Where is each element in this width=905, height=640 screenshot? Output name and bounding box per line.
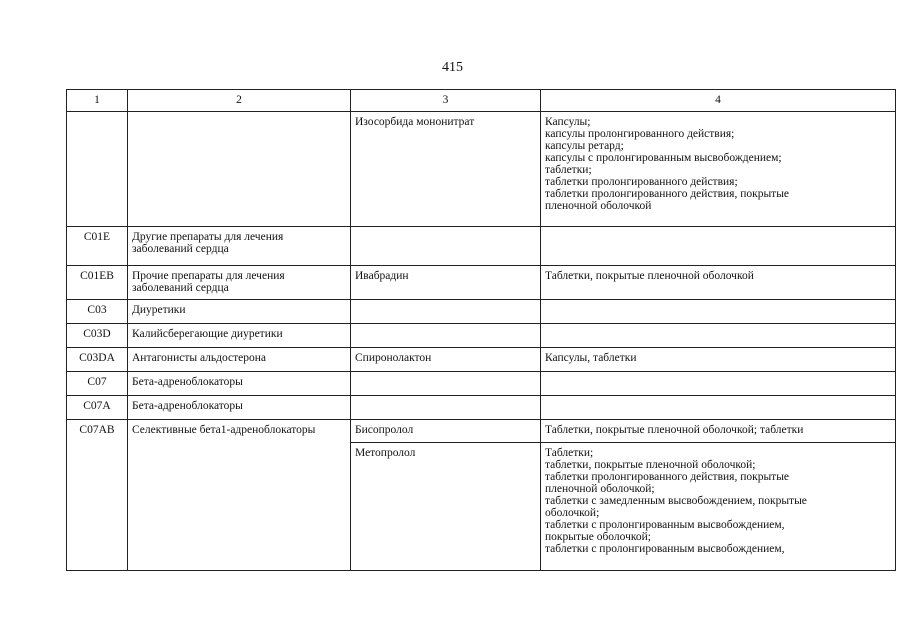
dosage-form-line: таблетки с пролонгированным высвобождением, (545, 519, 785, 531)
inn-cell (351, 227, 541, 266)
table-row (67, 227, 896, 266)
dosage-form-line: таблетки с замедленным высвобождением, покрытые (545, 495, 807, 507)
dosage-form-line: таблетки; (545, 164, 592, 176)
dosage-form-line: Капсулы, таблетки (545, 352, 637, 364)
inn-cell: Бисопролол (351, 420, 541, 443)
dosage-form-line: Таблетки, покрытые пленочной оболочкой; таблетки (545, 424, 804, 436)
dosage-form-line: капсулы с пролонгированным высвобождением; (545, 152, 782, 164)
atc-code-cell: C03 (67, 300, 128, 324)
atc-code-cell: C01EB (67, 266, 128, 300)
dosage-form-line: пленочной оболочкой (545, 200, 652, 212)
inn-cell (351, 372, 541, 396)
header-row (67, 90, 896, 112)
dosage-form-line: таблетки с пролонгированным высвобождением, (545, 543, 785, 555)
group-name-cell: Другие препараты для лечения заболеваний сердца (128, 227, 351, 266)
dosage-form-line: Капсулы; (545, 116, 591, 128)
inn-cell: Спиронолактон (351, 348, 541, 372)
dosage-forms-cell (541, 372, 896, 396)
dosage-forms-cell (541, 300, 896, 324)
atc-code-cell: C01E (67, 227, 128, 266)
column-header-4: 4 (541, 90, 896, 112)
group-name-cell (128, 112, 351, 227)
dosage-forms-cell (541, 420, 896, 443)
page-number: 415 (442, 60, 463, 75)
atc-code-cell: C03DA (67, 348, 128, 372)
table-row (67, 300, 896, 324)
group-name-cell: Бета-адреноблокаторы (128, 372, 351, 396)
dosage-forms-cell (541, 227, 896, 266)
dosage-forms-cell (541, 443, 896, 571)
dosage-forms-cell (541, 112, 896, 227)
inn-cell (351, 324, 541, 348)
inn-cell: Ивабрадин (351, 266, 541, 300)
dosage-form-line: оболочкой; (545, 507, 600, 519)
column-header-2: 2 (128, 90, 351, 112)
inn-cell (351, 300, 541, 324)
inn-cell (351, 396, 541, 420)
drug-table (66, 89, 896, 571)
table-row (67, 324, 896, 348)
group-name-cell: Антагонисты альдостерона (128, 348, 351, 372)
table-row (67, 372, 896, 396)
table-row (67, 112, 896, 227)
group-name-cell: Селективные бета1-адреноблокаторы (128, 420, 351, 571)
dosage-form-line: пленочной оболочкой; (545, 483, 655, 495)
dosage-form-line: капсулы пролонгированного действия; (545, 128, 735, 140)
group-name-cell: Калийсберегающие диуретики (128, 324, 351, 348)
atc-code-cell (67, 112, 128, 227)
dosage-form-line: покрытые оболочкой; (545, 531, 651, 543)
dosage-forms-cell (541, 324, 896, 348)
group-name-cell: Прочие препараты для лечения заболеваний сердца (128, 266, 351, 300)
inn-cell: Метопролол (351, 443, 541, 571)
column-header-1: 1 (67, 90, 128, 112)
dosage-forms-cell (541, 396, 896, 420)
group-name-cell: Диуретики (128, 300, 351, 324)
dosage-form-line: таблетки пролонгированного действия, покрытые (545, 188, 790, 200)
atc-code-cell: C07A (67, 396, 128, 420)
table-row (67, 396, 896, 420)
table-row (67, 420, 896, 443)
dosage-form-line: таблетки, покрытые пленочной оболочкой; (545, 459, 756, 471)
dosage-form-line: таблетки пролонгированного действия, покрытые (545, 471, 790, 483)
dosage-form-line: капсулы ретард; (545, 140, 624, 152)
atc-code-cell: C03D (67, 324, 128, 348)
table-row (67, 266, 896, 300)
column-header-3: 3 (351, 90, 541, 112)
group-name-cell: Бета-адреноблокаторы (128, 396, 351, 420)
dosage-form-line: Таблетки; (545, 447, 594, 459)
dosage-form-line: Таблетки, покрытые пленочной оболочкой (545, 270, 754, 282)
dosage-forms-cell (541, 348, 896, 372)
inn-cell: Изосорбида мононитрат (351, 112, 541, 227)
dosage-forms-cell (541, 266, 896, 300)
atc-code-cell: C07 (67, 372, 128, 396)
dosage-form-line: таблетки пролонгированного действия; (545, 176, 738, 188)
table-row (67, 348, 896, 372)
atc-code-cell: C07AB (67, 420, 128, 571)
